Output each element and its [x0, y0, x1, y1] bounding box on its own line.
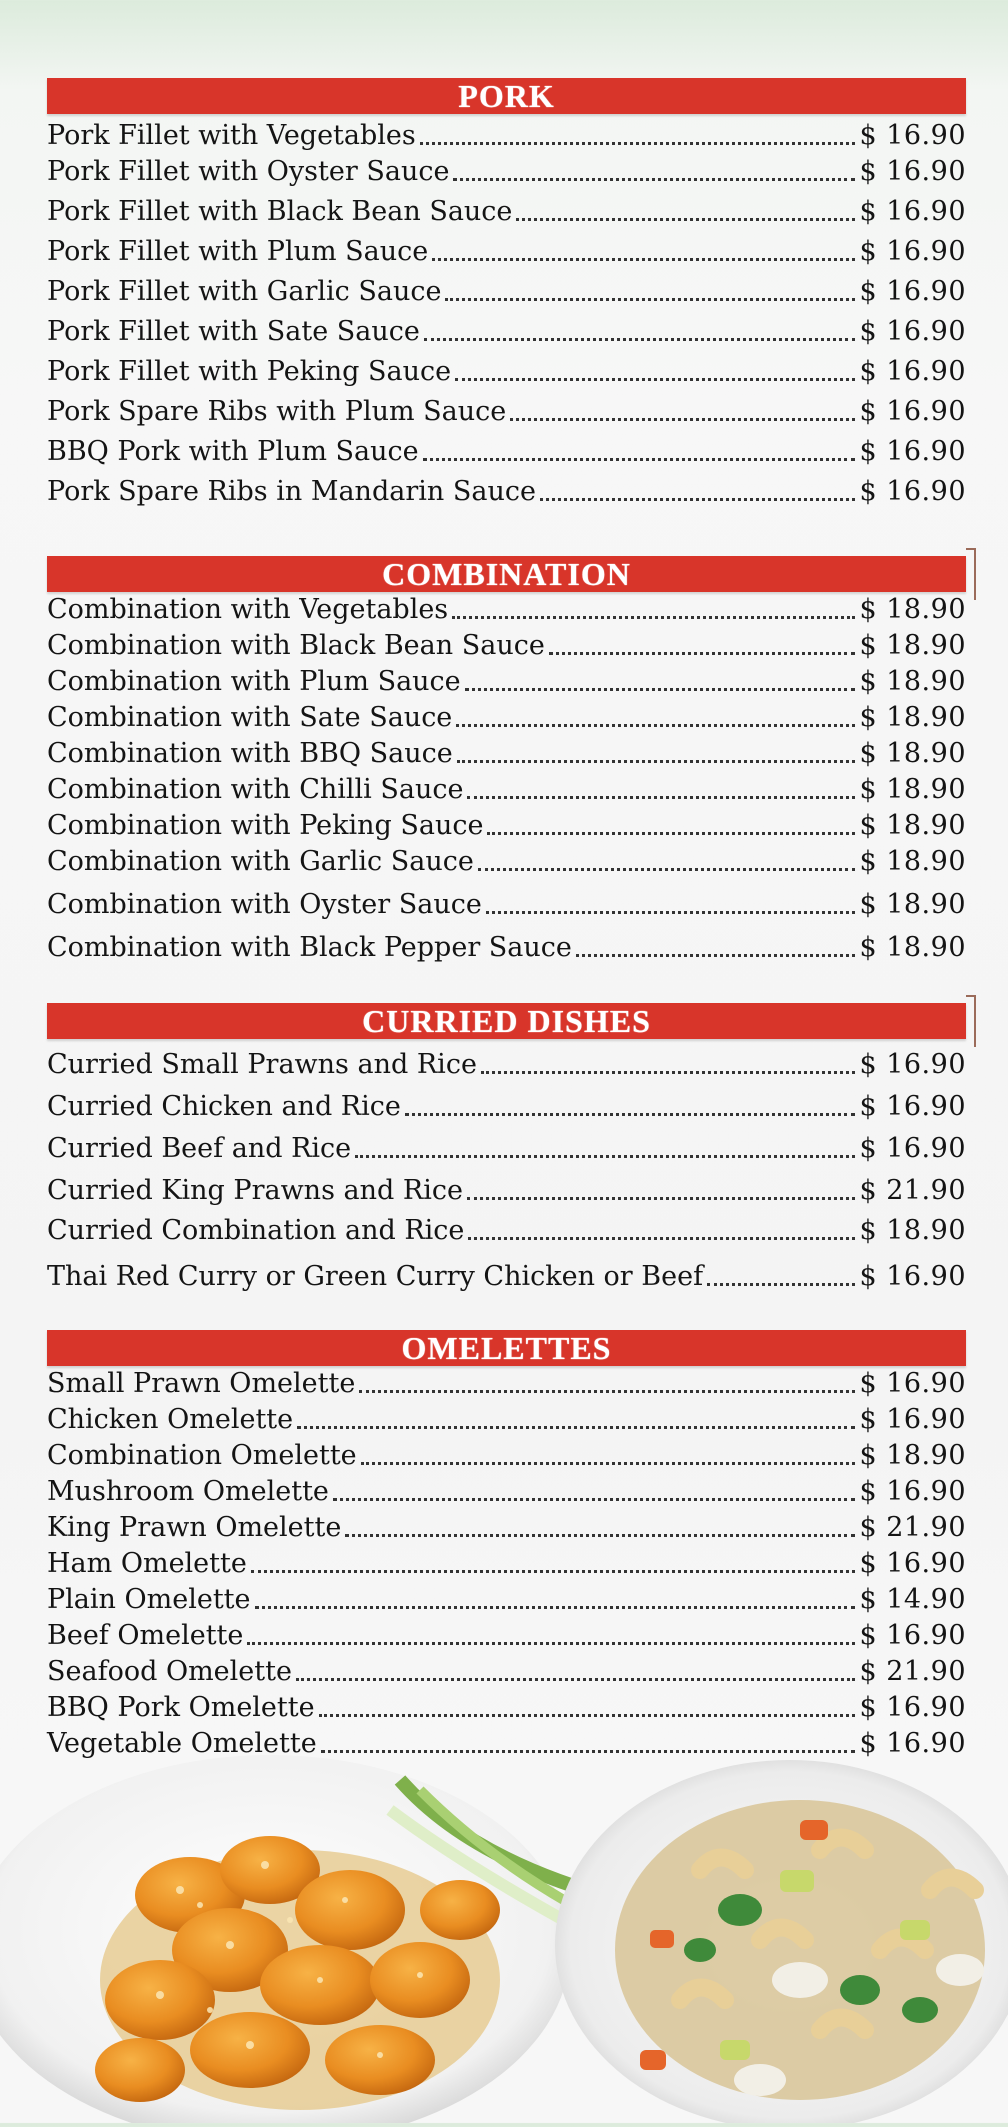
menu-item: Combination with Black Pepper Sauce $ 18.90: [47, 932, 966, 963]
menu-item: Pork Fillet with Garlic Sauce $ 16.90: [47, 276, 966, 307]
section-pork: [47, 78, 966, 510]
menu-item: Combination with Plum Sauce $ 18.90: [47, 666, 966, 697]
menu-item: Vegetable Omelette $ 16.90: [47, 1728, 966, 1759]
menu-item: Pork Spare Ribs with Plum Sauce $ 16.90: [47, 396, 966, 427]
menu-item: Combination with Peking Sauce $ 18.90: [47, 810, 966, 841]
menu-item: BBQ Pork Omelette $ 16.90: [47, 1692, 966, 1723]
menu-item: Curried Combination and Rice $ 18.90: [47, 1215, 966, 1246]
menu-item: Combination with Garlic Sauce $ 18.90: [47, 846, 966, 877]
section-header: CURRIED DISHES: [47, 1003, 966, 1039]
section-header: COMBINATION: [47, 556, 966, 592]
menu-list: [47, 1366, 966, 1762]
menu-item: Combination with Black Bean Sauce $ 18.90: [47, 630, 966, 661]
menu-item: Curried Beef and Rice $ 16.90: [47, 1133, 966, 1164]
menu-item: Curried Chicken and Rice $ 16.90: [47, 1091, 966, 1122]
menu-item: Combination with BBQ Sauce $ 18.90: [47, 738, 966, 769]
menu-item: Pork Fillet with Sate Sauce $ 16.90: [47, 316, 966, 347]
menu-item: Pork Fillet with Peking Sauce $ 16.90: [47, 356, 966, 387]
menu-item: BBQ Pork with Plum Sauce $ 16.90: [47, 436, 966, 467]
menu-item: Chicken Omelette $ 16.90: [47, 1404, 966, 1435]
menu-item: Combination with Oyster Sauce $ 18.90: [47, 889, 966, 920]
menu-item: Pork Fillet with Plum Sauce $ 16.90: [47, 236, 966, 267]
section-combination: [47, 556, 966, 966]
section-curried-dishes: [47, 1003, 966, 1295]
menu-list: [47, 592, 966, 966]
menu-item: Seafood Omelette $ 21.90: [47, 1656, 966, 1687]
menu-item: King Prawn Omelette $ 21.90: [47, 1512, 966, 1543]
menu-item: Curried Small Prawns and Rice $ 16.90: [47, 1049, 966, 1080]
menu-item: Curried King Prawns and Rice $ 21.90: [47, 1175, 966, 1206]
menu-item: Combination with Chilli Sauce $ 18.90: [47, 774, 966, 805]
menu-item: Pork Fillet with Vegetables $ 16.90: [47, 120, 966, 151]
menu-item: Pork Fillet with Black Bean Sauce $ 16.90: [47, 196, 966, 227]
menu-item: Combination Omelette $ 18.90: [47, 1440, 966, 1471]
food-photos: [0, 1750, 1008, 2123]
menu-item: Small Prawn Omelette $ 16.90: [47, 1368, 966, 1399]
menu-item: Plain Omelette $ 14.90: [47, 1584, 966, 1615]
food-photos-illustration: [0, 1750, 1008, 2123]
section-header: PORK: [47, 78, 966, 114]
menu-item: Mushroom Omelette $ 16.90: [47, 1476, 966, 1507]
menu-item: Combination with Sate Sauce $ 18.90: [47, 702, 966, 733]
menu-item: Thai Red Curry or Green Curry Chicken or Beef $ 16.90: [47, 1261, 966, 1292]
menu-item: Beef Omelette $ 16.90: [47, 1620, 966, 1651]
menu-item: Pork Fillet with Oyster Sauce $ 16.90: [47, 156, 966, 187]
menu-item: Combination with Vegetables $ 18.90: [47, 594, 966, 625]
menu-item: Pork Spare Ribs in Mandarin Sauce $ 16.90: [47, 476, 966, 507]
menu-item: Ham Omelette $ 16.90: [47, 1548, 966, 1579]
menu-list: [47, 1047, 966, 1295]
menu-list: [47, 118, 966, 510]
section-omelettes: [47, 1330, 966, 1762]
section-header: OMELETTES: [47, 1330, 966, 1366]
